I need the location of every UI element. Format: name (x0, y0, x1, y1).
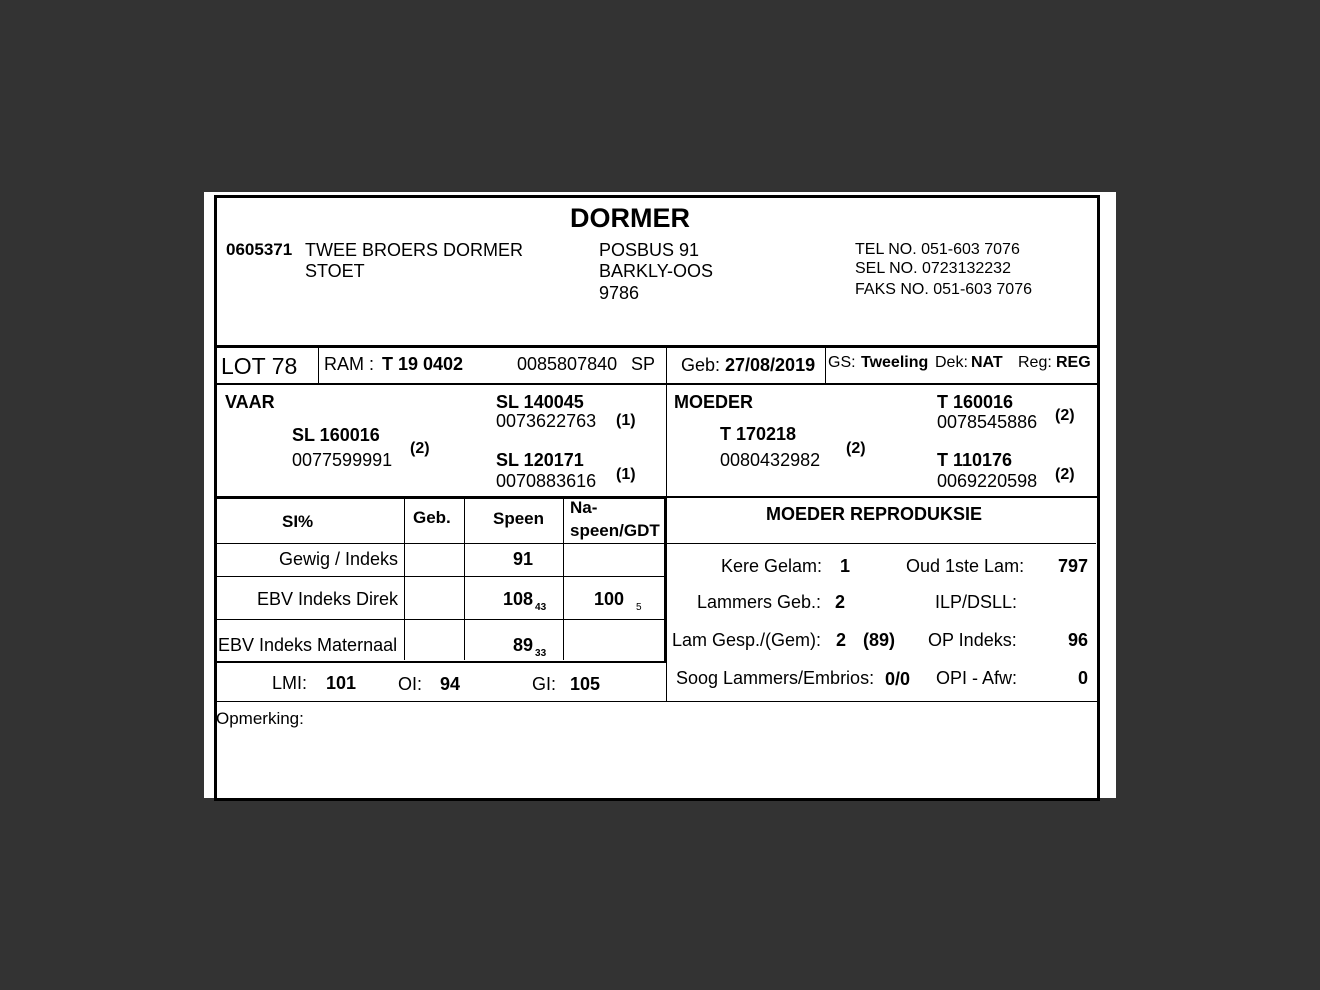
oi-label: OI: (398, 674, 423, 694)
sire-sire-score: (1) (616, 412, 636, 429)
reg-label: Reg: (1018, 354, 1052, 371)
naspeen-header-line-1: Na- (570, 498, 598, 517)
breed-title: DORMER (570, 203, 690, 233)
si-row-speen: 91 (513, 549, 534, 569)
address-line-3: 9786 (599, 283, 640, 303)
sire-id: SL 160016 (292, 425, 380, 445)
si-row-naspeen: 100 $_5$ (594, 589, 642, 613)
soog-value: 0/0 (885, 669, 911, 689)
divider (216, 619, 665, 620)
sire-sire-id: SL 140045 (496, 392, 584, 412)
ram-label: RAM : (324, 354, 375, 374)
divider (214, 701, 1097, 702)
faks-number: FAKS NO. 051-603 7076 (855, 281, 1032, 298)
gs-label: GS: (828, 354, 856, 371)
dek-value: NAT (971, 354, 1003, 371)
dam-sire-id: T 160016 (937, 392, 1014, 412)
divider (464, 498, 465, 660)
sire-score: (2) (410, 440, 430, 457)
si-row-speen: 108 $_{43}$ (503, 589, 547, 613)
divider (214, 383, 1097, 385)
kere-gelam-label: Kere Gelam: (721, 556, 823, 576)
dam-id: T 170218 (720, 424, 797, 444)
lmi-label: LMI: (272, 673, 308, 693)
birth-date: 27/08/2019 (725, 355, 816, 375)
sire-dam-number: 0070883616 (496, 471, 597, 491)
sire-dam-id: SL 120171 (496, 450, 584, 470)
sp-code: SP (631, 354, 656, 374)
tel-number: TEL NO. 051-603 7076 (855, 241, 1020, 258)
breeder-name-line-1: TWEE BROERS DORMER (305, 240, 524, 260)
opi-afw-label: OPI - Afw: (936, 668, 1018, 688)
dek-label: Dek: (935, 354, 968, 371)
divider (404, 498, 405, 660)
gs-value: Tweeling (861, 354, 929, 371)
breeder-number: 0605371 (226, 240, 293, 259)
breeder-name-line-2: STOET (305, 261, 365, 281)
sire-number: 0077599991 (292, 450, 393, 470)
gi-value: 105 (570, 674, 601, 694)
address-line-2: BARKLY-OOS (599, 261, 714, 281)
oud-lam-label: Oud 1ste Lam: (906, 556, 1025, 576)
divider (318, 346, 319, 384)
divider (666, 384, 667, 497)
geb-header: Geb. (413, 508, 451, 527)
divider (214, 345, 1097, 348)
speen-header: Speen (493, 509, 545, 528)
remarks-label: Opmerking: (216, 709, 304, 728)
divider (666, 498, 667, 702)
dam-number: 0080432982 (720, 450, 821, 470)
si-header: SI% (282, 512, 314, 531)
birth-date-label: Geb: (681, 355, 721, 375)
gi-label: GI: (532, 674, 557, 694)
divider (563, 498, 564, 660)
dam-sire-number: 0078545886 (937, 412, 1038, 432)
dam-sire-score: (2) (1055, 407, 1075, 424)
dam-dam-id: T 110176 (937, 450, 1013, 470)
lammers-geb-label: Lammers Geb.: (697, 592, 822, 612)
ilp-label: ILP/DSLL: (935, 592, 1018, 612)
oud-lam-value: 797 (1058, 556, 1089, 576)
divider (666, 543, 1096, 544)
dam-dam-number: 0069220598 (937, 471, 1038, 491)
sire-dam-score: (1) (616, 466, 636, 483)
lot-number: LOT 78 (221, 353, 298, 379)
si-row-label: Gewig / Indeks (279, 549, 399, 569)
ram-id: T 19 0402 (382, 354, 464, 374)
lmi-value: 101 (326, 673, 357, 693)
reproduction-title: MOEDER REPRODUKSIE (766, 504, 983, 524)
dam-dam-score: (2) (1055, 466, 1075, 483)
kere-gelam-value: 1 (840, 556, 851, 576)
lam-gesp-gem: (89) (863, 630, 896, 650)
si-row-label: EBV Indeks Direk (257, 589, 399, 609)
opi-afw-value: 0 (1078, 668, 1089, 688)
divider (216, 543, 665, 544)
si-row-speen: 89 $_{33}$ (513, 635, 547, 659)
soog-label: Soog Lammers/Embrios: (676, 668, 875, 688)
lam-gesp-value: 2 (836, 630, 847, 650)
sel-number: SEL NO. 0723132232 (855, 260, 1011, 277)
lam-gesp-label: Lam Gesp./(Gem): (672, 630, 822, 650)
divider (216, 576, 665, 577)
address-line-1: POSBUS 91 (599, 240, 700, 260)
ram-reg-number: 0085807840 (517, 354, 618, 374)
si-row-label: EBV Indeks Maternaal (218, 635, 398, 655)
divider (666, 346, 667, 384)
dam-label: MOEDER (674, 392, 754, 412)
reg-value: REG (1056, 354, 1091, 371)
sire-label: VAAR (225, 392, 275, 412)
divider (825, 346, 826, 384)
lammers-geb-value: 2 (835, 592, 846, 612)
naspeen-header-line-2: speen/GDT (570, 521, 660, 540)
op-indeks-label: OP Indeks: (928, 630, 1017, 650)
sire-sire-number: 0073622763 (496, 411, 597, 431)
op-indeks-value: 96 (1068, 630, 1089, 650)
oi-value: 94 (440, 674, 461, 694)
dam-score: (2) (846, 440, 866, 457)
